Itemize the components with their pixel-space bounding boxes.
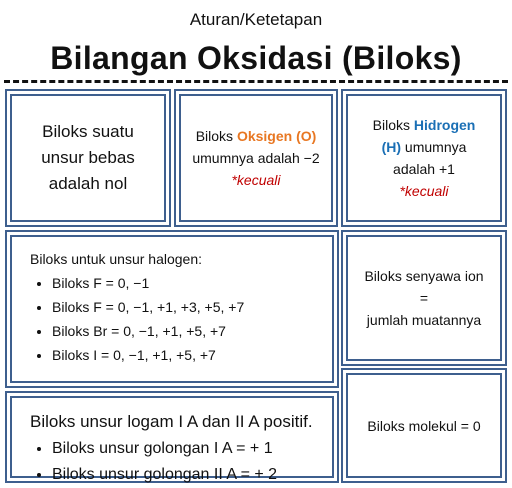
rule-suffix: umumnya xyxy=(401,139,467,155)
rule-text-line xyxy=(382,136,467,158)
logam-heading: Biloks unsur logam I A dan II A positif. xyxy=(30,412,313,431)
hidrogen-highlight: Hidrogen xyxy=(413,117,476,133)
page-title: Bilangan Oksidasi (Biloks) xyxy=(50,40,462,76)
rule-text-line: Biloks suatu xyxy=(42,122,134,141)
list-item: • Biloks Br = 0, −1, +1, +5, +7 xyxy=(52,319,244,343)
title-divider xyxy=(4,80,508,83)
rule-box-unsur-bebas xyxy=(5,89,171,227)
logam-list xyxy=(30,436,277,488)
rule-text-line: Biloks molekul = 0 xyxy=(367,417,481,434)
rule-box-molekul xyxy=(341,368,507,483)
rule-box-oksigen xyxy=(174,89,338,227)
list-item: • Biloks unsur golongan I A = + 1 xyxy=(52,436,277,462)
rule-text-line: adalah nol xyxy=(48,174,128,193)
rule-text-line: umumnya adalah −2 xyxy=(192,150,320,166)
page-subtitle: Aturan/Ketetapan xyxy=(189,10,323,29)
rule-text-line xyxy=(373,114,476,136)
rule-text-line: adalah +1 xyxy=(393,161,455,177)
rule-box-hidrogen xyxy=(341,89,507,227)
exception-note: *kecuali xyxy=(231,172,281,188)
list-item: • Biloks F = 0, −1, +1, +3, +5, +7 xyxy=(52,295,244,319)
rule-text-line: = xyxy=(419,290,429,306)
rule-box-logam xyxy=(5,391,339,483)
rule-text-line: unsur bebas xyxy=(41,148,135,167)
halogen-heading: Biloks untuk unsur halogen: xyxy=(30,251,202,267)
list-item: • Biloks unsur golongan II A = + 2 xyxy=(52,462,277,488)
oksigen-highlight: Oksigen (O) xyxy=(236,128,317,144)
halogen-list xyxy=(30,271,244,367)
rule-box-senyawa-ion xyxy=(341,230,507,366)
rule-prefix: Biloks xyxy=(195,128,237,144)
list-item: • Biloks I = 0, −1, +1, +5, +7 xyxy=(52,343,244,367)
hidrogen-symbol: (H) xyxy=(381,139,402,155)
exception-note: *kecuali xyxy=(399,183,449,199)
rule-prefix: Biloks xyxy=(372,117,414,133)
rule-box-halogen xyxy=(5,230,339,388)
rule-text-line: Biloks senyawa ion xyxy=(364,268,484,284)
rule-text-line: jumlah muatannya xyxy=(366,312,482,328)
list-item: • Biloks F = 0, −1 xyxy=(52,271,244,295)
rule-text-line xyxy=(196,125,317,147)
